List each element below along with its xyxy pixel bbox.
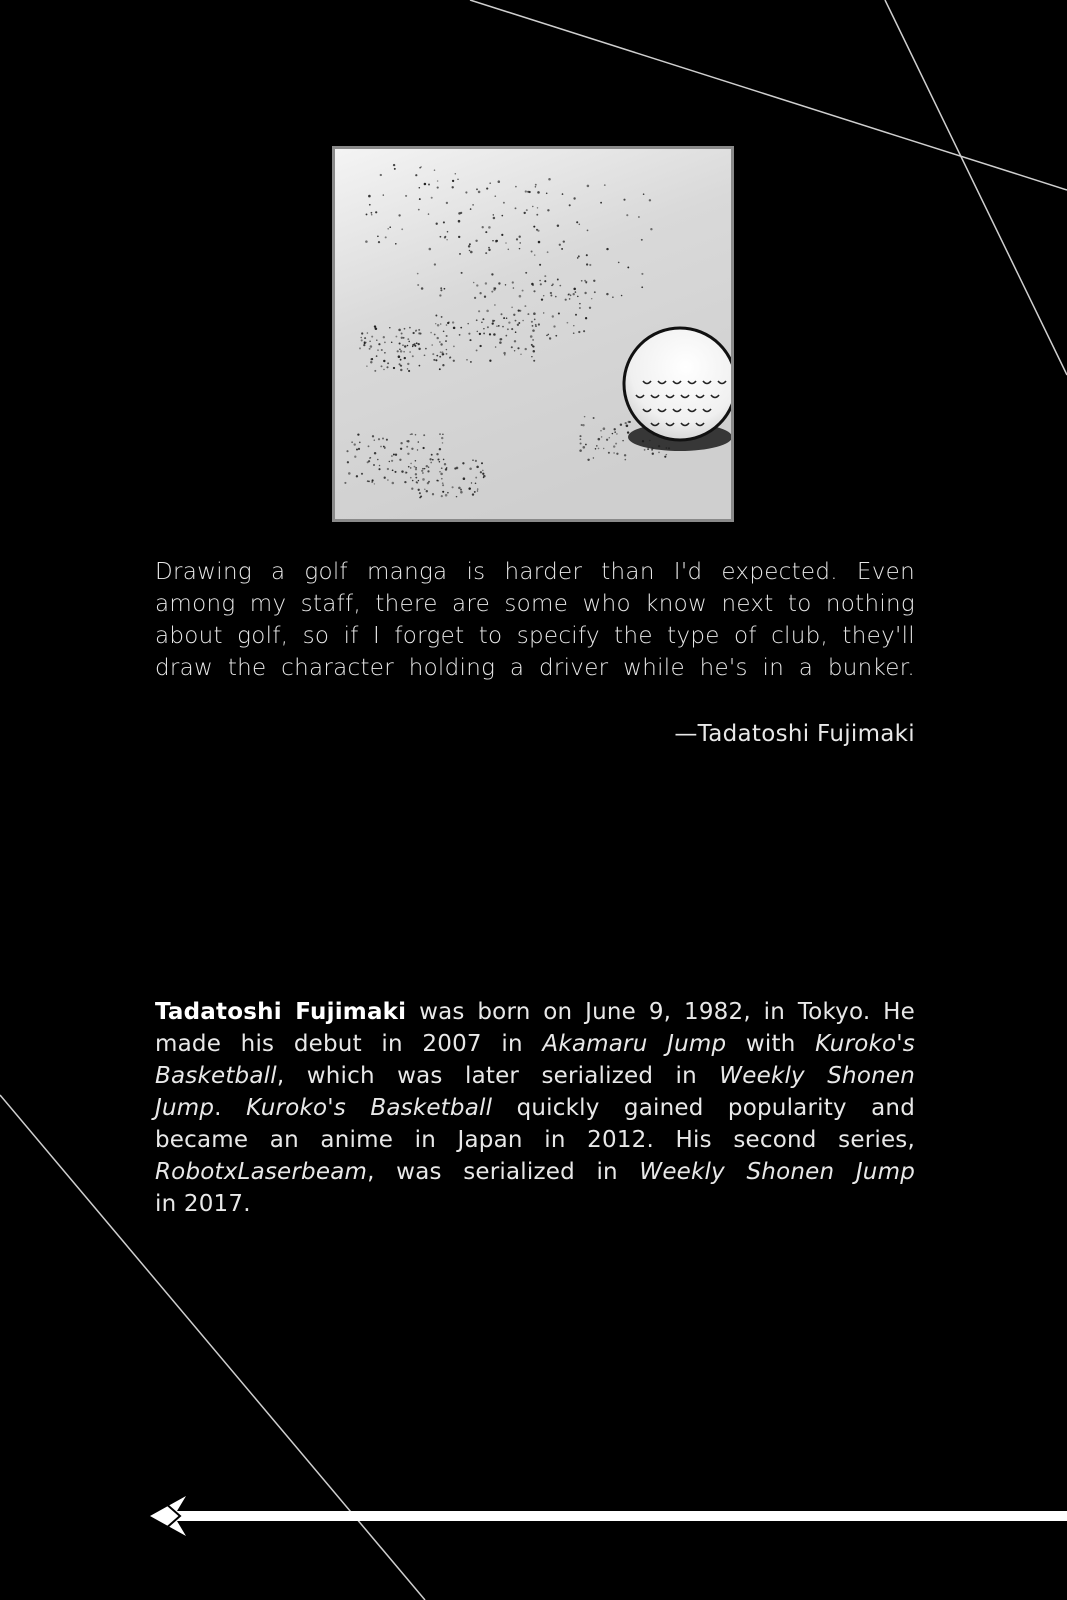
golf-ball-illustration xyxy=(332,146,734,522)
bio-text: , was serialized in xyxy=(367,1159,640,1185)
author-quote xyxy=(155,556,915,684)
bio-text: made his debut in 2007 in xyxy=(155,1031,543,1057)
quote-line: draw the character holding a driver while he's in a bunker. xyxy=(155,655,915,681)
bio-title: RobotxLaserbeam xyxy=(155,1159,368,1185)
bio-line: became an anime in Japan in 2012. His second series, xyxy=(155,1127,915,1153)
quote-signature: —Tadatoshi Fujimaki xyxy=(674,721,915,747)
bio-title: Akamaru Jump xyxy=(542,1031,727,1057)
bio-text: . xyxy=(214,1095,247,1121)
bio-line xyxy=(155,1156,915,1188)
quote-line: about golf, so if I forget to specify the type of club, they'll xyxy=(155,623,915,649)
author-bio xyxy=(155,996,915,1220)
bio-text: , which was later serialized in xyxy=(276,1063,720,1089)
bio-text: with xyxy=(726,1031,816,1057)
golf-ball-in-bunker-icon xyxy=(335,149,731,519)
bio-line xyxy=(155,1092,915,1124)
bio-text: quickly gained popularity and xyxy=(492,1095,915,1121)
bio-title: Kuroko's Basketball xyxy=(246,1095,493,1121)
quote-line: among my staff, there are some who know next to nothing xyxy=(155,591,915,617)
bio-title: Jump xyxy=(155,1095,215,1121)
bio-text: was born on June 9, 1982, in Tokyo. He xyxy=(406,999,915,1025)
bio-title: Weekly Shonen Jump xyxy=(639,1159,915,1185)
author-name: Tadatoshi Fujimaki xyxy=(155,999,407,1025)
bio-title: Basketball xyxy=(155,1063,277,1089)
arrow-left-icon[interactable] xyxy=(150,1490,1067,1540)
quote-line: Drawing a golf manga is harder than I'd expected. Even xyxy=(155,559,915,585)
bio-line xyxy=(155,1028,915,1060)
bio-title: Kuroko's xyxy=(815,1031,915,1057)
bio-line xyxy=(155,996,915,1028)
bio-title: Weekly Shonen xyxy=(719,1063,915,1089)
bio-line: in 2017. xyxy=(155,1191,251,1217)
bio-line xyxy=(155,1060,915,1092)
